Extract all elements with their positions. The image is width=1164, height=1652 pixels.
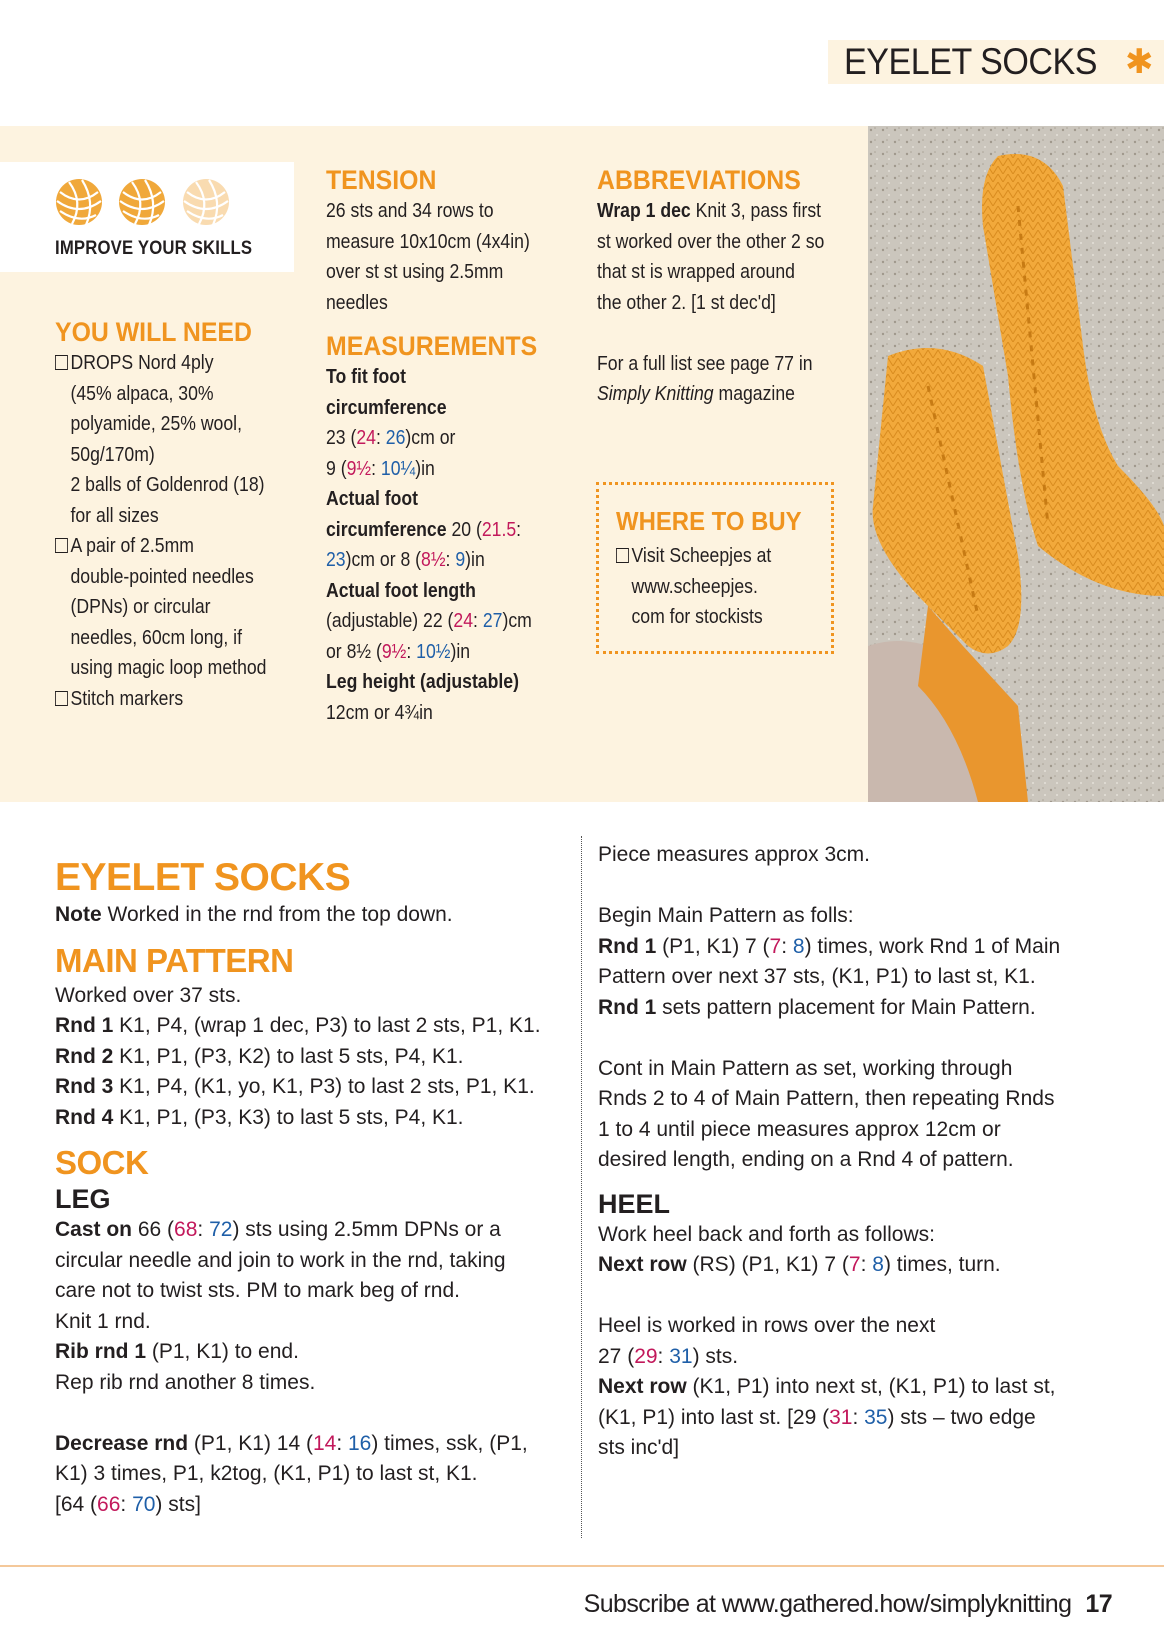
yarn-ball-icon [54, 177, 104, 227]
foot-circ-cm: 23 (24: 26)cm or [326, 426, 456, 449]
tension-line: measure 10x10cm (4x4in) [326, 229, 530, 253]
knit-line: Knit 1 rnd. [55, 1309, 151, 1333]
abbr-ref: For a full list see page 77 in [597, 351, 813, 375]
checkbox-icon [55, 691, 68, 706]
decrease-line: Decrease rnd (P1, K1) 14 (14: 16) times, ssk, (P1, [55, 1431, 528, 1455]
footer [584, 1590, 1112, 1619]
tension-text [326, 196, 541, 318]
where-to-buy-text [616, 541, 805, 633]
main-pattern-heading: MAIN PATTERN [55, 941, 294, 979]
abbr-line: that st is wrapped around [597, 260, 795, 283]
leg-height-value: 12cm or 4¾in [326, 700, 433, 724]
where-to-buy-line: Visit Scheepjes at [616, 541, 805, 572]
actual-circ-value-2: 23)cm or 8 (8½: 9)in [326, 548, 485, 571]
abbr-line: Wrap 1 dec Knit 3, pass first [597, 199, 822, 222]
column-divider [581, 836, 582, 1538]
decrease-line: [64 (66: 70) sts] [55, 1492, 201, 1516]
heel-heading: HEEL [598, 1188, 671, 1219]
skill-level-label: IMPROVE YOUR SKILLS [55, 238, 253, 259]
foot-length-cm: (adjustable) 22 (24: 27)cm [326, 609, 532, 632]
round-line: Rnd 2 K1, P1, (P3, K2) to last 5 sts, P4, K1. [55, 1044, 464, 1068]
foot-circ-in: 9 (9½: 10¼)in [326, 456, 435, 480]
foot-circ-label: circumference [326, 395, 447, 419]
foot-circ-label: To fit foot [326, 365, 406, 388]
tension-measurements-column [326, 164, 576, 728]
materials-line: polyamide, 25% wool, [70, 412, 242, 435]
materials-line: A pair of 2.5mm [55, 531, 261, 562]
materials-line: 2 balls of Goldenrod (18) [70, 473, 265, 496]
note-line: Note Worked in the rnd from the top down. [55, 903, 453, 926]
checkbox-icon [55, 355, 68, 370]
cast-on-line: care not to twist sts. PM to mark beg of rnd. [55, 1279, 460, 1302]
asterisk-icon: ✱ [1125, 43, 1154, 81]
next-row-line: Next row (K1, P1) into next st, (K1, P1) to last st, [598, 1375, 1056, 1398]
sock-heading: SOCK [55, 1144, 149, 1181]
cont-line: 1 to 4 until piece measures approx 12cm or [598, 1117, 1001, 1141]
tension-line: 26 sts and 34 rows to [326, 199, 494, 222]
rnd1-line: Rnd 1 (P1, K1) 7 (7: 8) times, work Rnd 1 of Main [598, 934, 1061, 958]
header-title: EYELET SOCKS [844, 41, 1098, 82]
materials-line: DROPS Nord 4ply [55, 348, 261, 379]
abbr-ref: Simply Knitting magazine [597, 382, 795, 405]
cont-line: desired length, ending on a Rnd 4 of pattern. [598, 1148, 1014, 1171]
materials-line: 50g/170m) [70, 442, 155, 466]
next-row-line: sts inc'd] [598, 1436, 680, 1459]
rep-rib-line: Rep rib rnd another 8 times. [55, 1370, 316, 1394]
cast-on-line: Cast on 66 (68: 72) sts using 2.5mm DPNs or a [55, 1218, 501, 1241]
round-list [55, 1011, 575, 1133]
right-body-text [598, 840, 1118, 1464]
cont-line: Cont in Main Pattern as set, working through [598, 1056, 1013, 1080]
materials-list [55, 348, 267, 714]
round-line: Rnd 1 K1, P4, (wrap 1 dec, P3) to last 2 sts, P1, K1. [55, 1014, 541, 1037]
next-row-line: (K1, P1) into last st. [29 (31: 35) sts – two edge [598, 1405, 1036, 1429]
rnd1-line: Pattern over next 37 sts, (K1, P1) to last st, K1. [598, 965, 1036, 988]
abbr-line: st worked over the other 2 so [597, 229, 825, 253]
yarn-ball-icon [181, 177, 231, 227]
abbreviations-column [597, 164, 847, 410]
footer-rule [0, 1565, 1164, 1567]
abbreviations-heading: ABBREVIATIONS [597, 165, 801, 195]
sock-photo [868, 126, 1164, 802]
actual-circ-label: Actual foot [326, 487, 419, 510]
pattern-title: EYELET SOCKS [55, 856, 351, 899]
tension-line: over st st using 2.5mm [326, 260, 504, 283]
you-will-need-heading: YOU WILL NEED [55, 317, 252, 347]
tension-line: needles [326, 290, 388, 314]
materials-line: using magic loop method [70, 656, 267, 679]
actual-circ-value: circumference 20 (21.5: [326, 517, 522, 541]
tension-heading: TENSION [326, 165, 437, 195]
piece-line: Piece measures approx 3cm. [598, 843, 870, 866]
foot-length-in: or 8½ (9½: 10½)in [326, 639, 471, 663]
materials-line: (DPNs) or circular [70, 595, 211, 618]
round-line: Rnd 4 K1, P1, (P3, K3) to last 5 sts, P4, K1. [55, 1105, 464, 1129]
page-number: 17 [1085, 1590, 1112, 1618]
where-to-buy-content [616, 505, 836, 633]
leg-height-label: Leg height (adjustable) [326, 670, 519, 693]
yarn-ball-icon [117, 177, 167, 227]
where-to-buy-line: com for stockists [631, 605, 763, 628]
materials-line: needles, 60cm long, if [70, 625, 242, 649]
leg-heading: LEG [55, 1184, 111, 1214]
round-line: Rnd 3 K1, P4, (K1, yo, K1, P3) to last 2 sts, P1, K1. [55, 1075, 535, 1098]
sets-line: Rnd 1 sets pattern placement for Main Pattern. [598, 995, 1036, 1019]
left-body-text [55, 900, 575, 1520]
foot-length-label: Actual foot length [326, 578, 476, 602]
where-to-buy-heading: WHERE TO BUY [616, 506, 802, 536]
cont-line: Rnds 2 to 4 of Main Pattern, then repeating Rnds [598, 1087, 1055, 1110]
materials-line: Stitch markers [55, 684, 261, 715]
materials-line: double-pointed needles [70, 564, 254, 588]
measurements-text [326, 362, 541, 728]
decrease-line: K1) 3 times, P1, k2tog, (K1, P1) to last st, K1. [55, 1462, 478, 1485]
heel-rows-line: Heel is worked in rows over the next [598, 1314, 936, 1337]
you-will-need-section [55, 316, 295, 714]
checkbox-icon [616, 548, 629, 563]
materials-line: for all sizes [70, 503, 159, 527]
abbr-line: the other 2. [1 st dec'd] [597, 290, 776, 314]
abbreviations-text [597, 196, 825, 410]
checkbox-icon [55, 538, 68, 553]
where-to-buy-line: www.scheepjes. [631, 574, 758, 598]
materials-line: (45% alpaca, 30% [70, 381, 214, 405]
next-row-line: Next row (RS) (P1, K1) 7 (7: 8) times, turn. [598, 1253, 1001, 1276]
subscribe-link[interactable]: Subscribe at www.gathered.how/simplyknitting [583, 1590, 1072, 1618]
section-header-tag [828, 40, 1164, 84]
rib-line: Rib rnd 1 (P1, K1) to end. [55, 1340, 299, 1363]
begin-line: Begin Main Pattern as folls: [598, 904, 854, 927]
heel-rows-line: 27 (29: 31) sts. [598, 1344, 739, 1368]
main-intro: Worked over 37 sts. [55, 983, 242, 1007]
heel-intro: Work heel back and forth as follows: [598, 1222, 935, 1246]
measurements-heading: MEASUREMENTS [326, 331, 538, 361]
cast-on-line: circular needle and join to work in the rnd, taking [55, 1248, 506, 1272]
